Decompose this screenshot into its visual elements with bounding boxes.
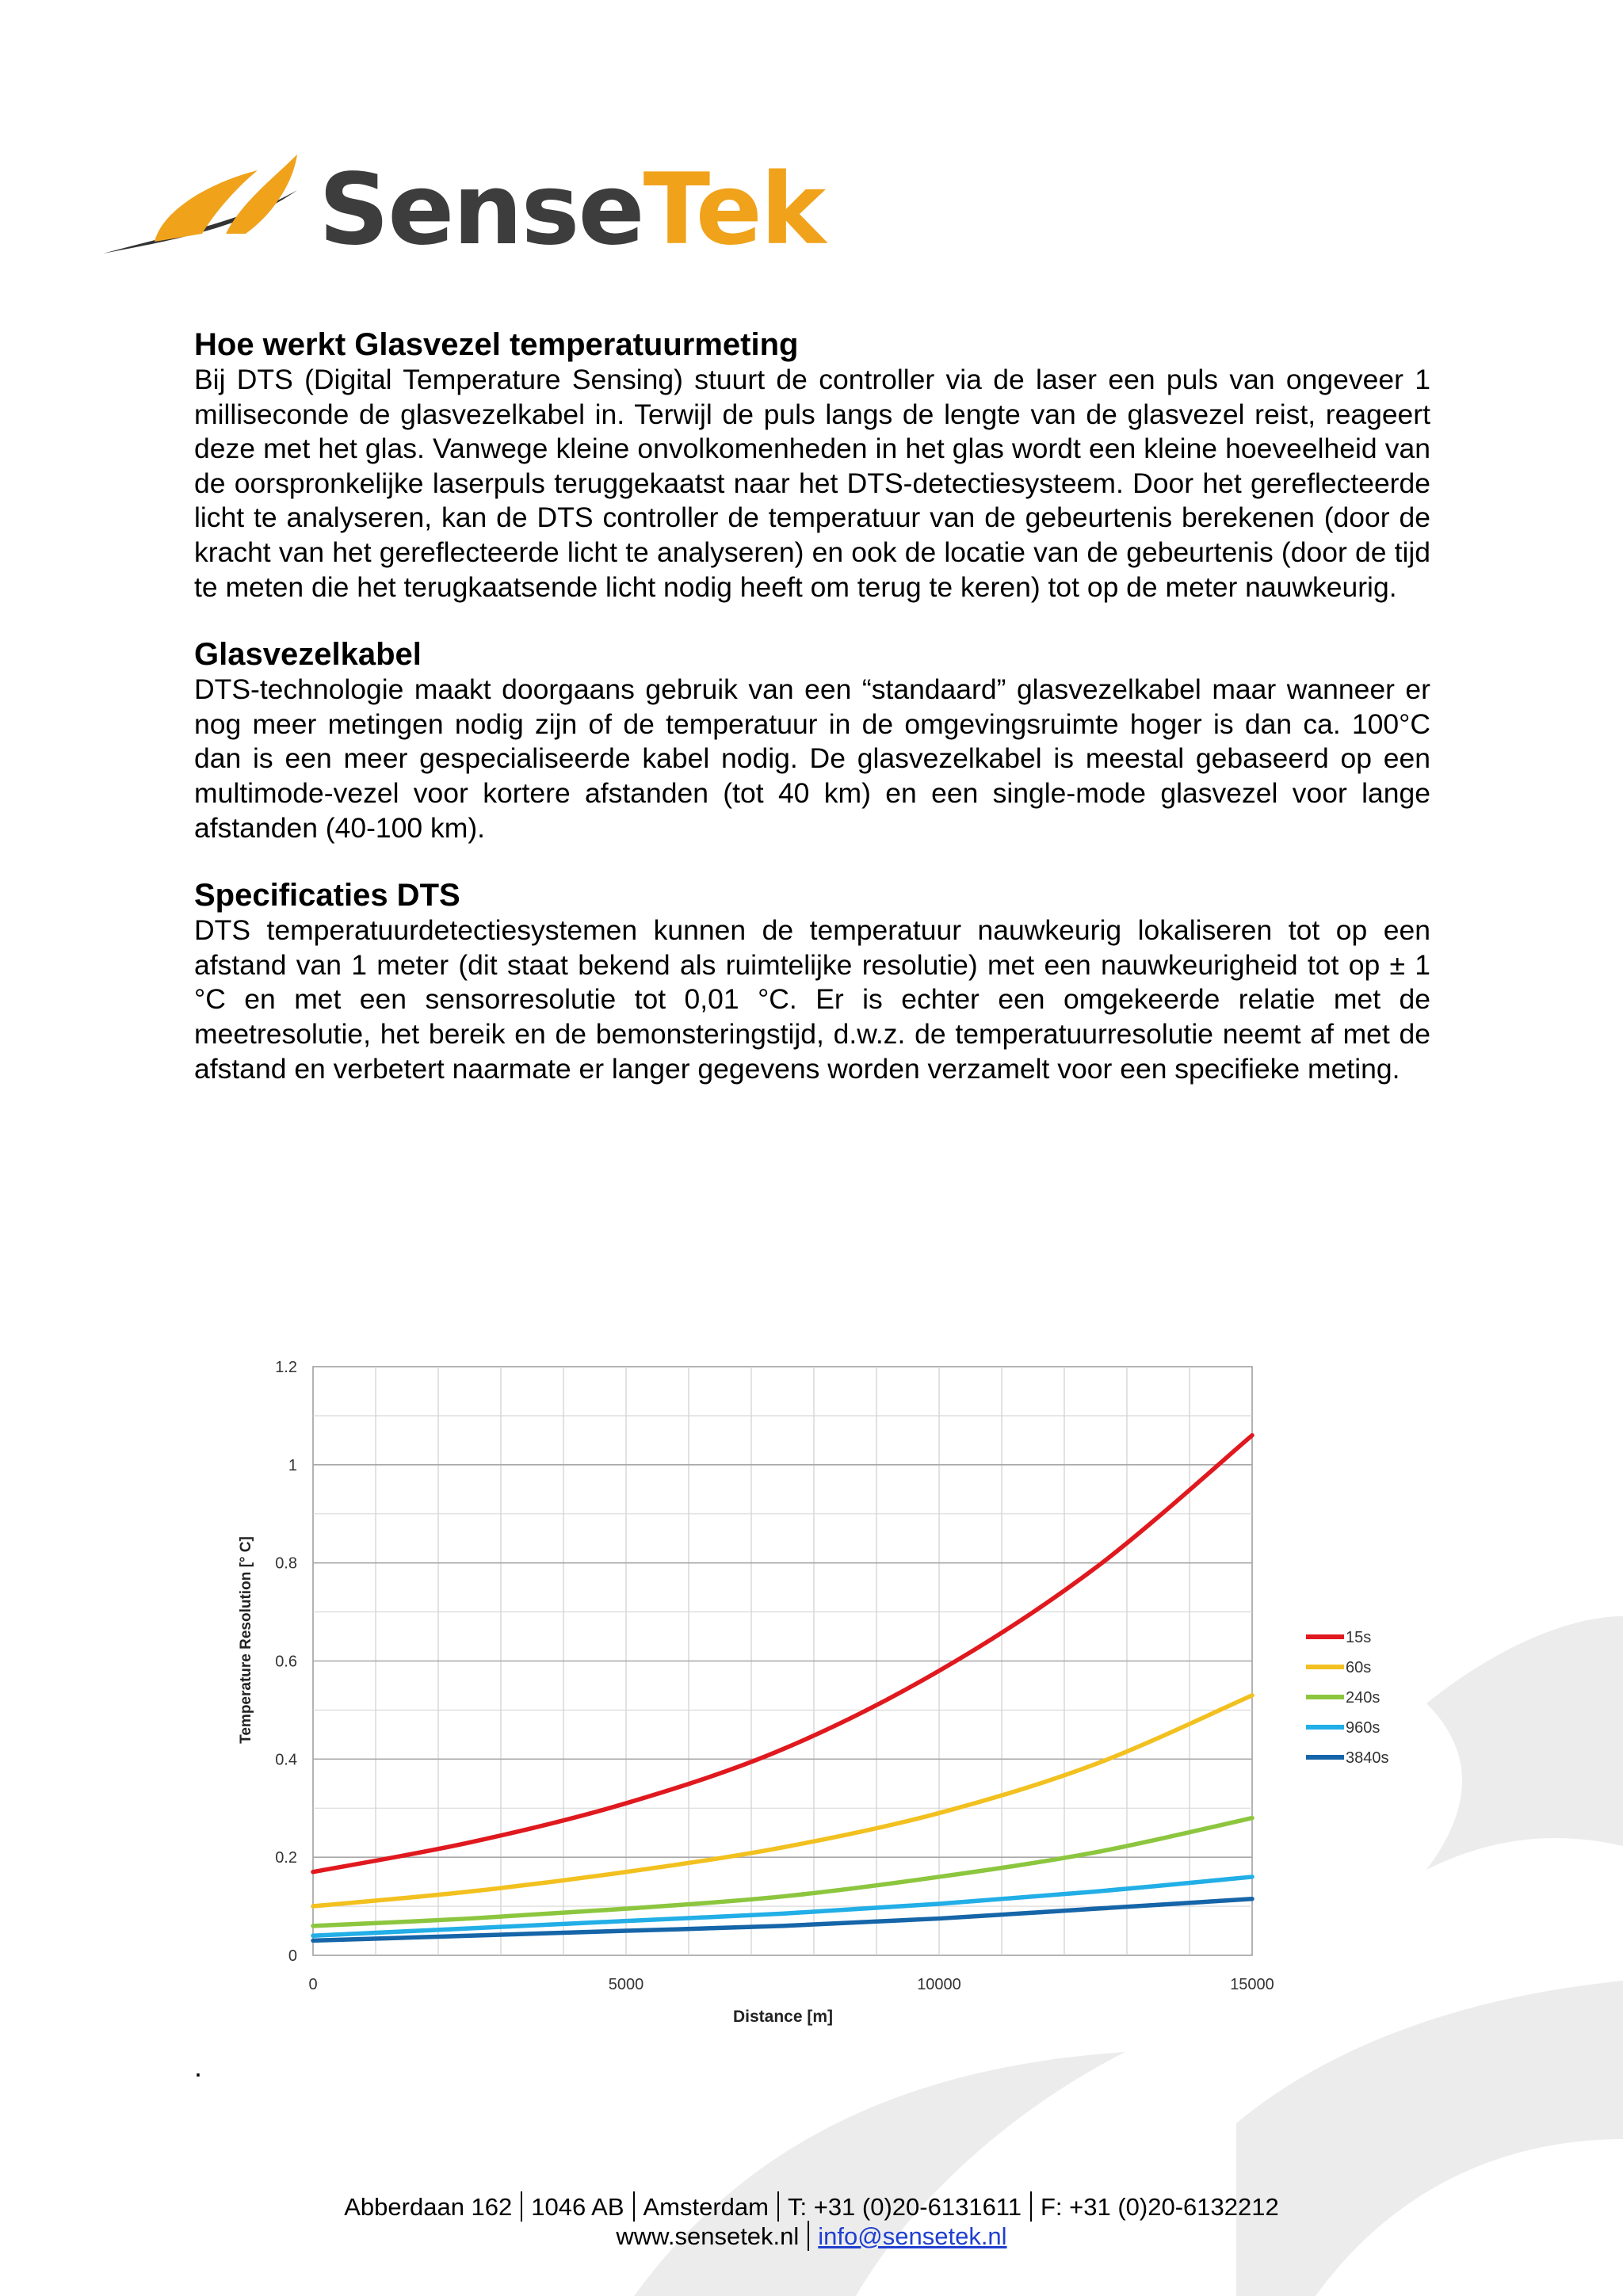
y-tick-label: 0.4	[275, 1751, 297, 1769]
footer-separator	[521, 2191, 522, 2222]
section-heading: Specificaties DTS	[194, 878, 460, 913]
section-paragraph: DTS-technologie maakt doorgaans gebruik van een “standaard” glasvezelkabel maar wanneer er nog meer metingen nodig zijn of de temperatuur in de omgevingsruimte hoger is dan ca. 100°C dan is een meer gespecialiseerde kabel nodig. De glasvezelkabel is meestal gebaseerd op een multimode-vezel voor kortere afstanden (tot 40 km) en een single-mode glasvezel voor lange afstanden (40-100 km).	[194, 673, 1430, 844]
footer-fax: F: +31 (0)20-6132212	[1040, 2193, 1279, 2221]
section-paragraph: Bij DTS (Digital Temperature Sensing) stuurt de controller via de laser een puls van ongeveer 1 milliseconde de glasvezelkabel in. Terwijl de puls langs de lengte van de glasvezel reist, reageert deze met het glas. Vanwege kleine onvolkomenheden in het glas wordt een kleine hoeveelheid van de oorspronkelijke laserpuls teruggekaatst naar het DTS-detectiesysteem. Door het gereflecteerde licht te analyseren, kan de DTS controller de temperatuur van de gebeurtenis berekenen (door de kracht van het gereflecteerde licht te analyseren) en ook de locatie van de gebeurtenis (door de tijd te meten die het terugkaatsende licht nodig heeft om terug te keren) tot op de meter nauwkeurig.	[194, 364, 1430, 603]
section-heading: Glasvezelkabel	[194, 637, 422, 673]
chart-legend	[1306, 1629, 1389, 1767]
y-tick-label: 0	[288, 1947, 297, 1965]
document-body	[194, 326, 1430, 1118]
section-heading: Hoe werkt Glasvezel temperatuurmeting	[194, 327, 799, 362]
x-tick-label: 0	[308, 1976, 318, 1993]
footer-contact-line	[0, 2191, 1623, 2222]
footer-separator	[1030, 2191, 1032, 2222]
x-tick-label: 10000	[917, 1976, 961, 1993]
legend-label-60s: 60s	[1346, 1659, 1372, 1676]
footer-phone: T: +31 (0)20-6131611	[787, 2193, 1022, 2221]
y-axis-label: Temperature Resolution [° C]	[238, 1536, 254, 1744]
footer-postcode: 1046 AB	[531, 2193, 624, 2221]
chart-grid	[313, 1367, 1252, 1955]
x-tick-label: 15000	[1230, 1976, 1274, 1993]
section-how-it-works	[194, 326, 1430, 605]
footer-email-link[interactable]: info@sensetek.nl	[818, 2222, 1007, 2250]
y-tick-label: 0.6	[275, 1653, 297, 1671]
svg-text:SenseTek	[319, 153, 828, 267]
legend-label-960s: 960s	[1346, 1719, 1381, 1737]
footer-address: Abberdaan 162	[344, 2193, 513, 2221]
x-axis-label: Distance [m]	[732, 2008, 834, 2026]
logo-text-tek: Tek	[643, 153, 825, 267]
y-tick-label: 1	[288, 1456, 297, 1474]
section-fiber-cable	[194, 636, 1430, 845]
legend-label-240s: 240s	[1346, 1689, 1381, 1707]
logo-text-sense: Sense	[319, 153, 643, 267]
legend-label-15s: 15s	[1346, 1629, 1372, 1646]
section-specifications	[194, 877, 1430, 1086]
footer-website: www.sensetek.nl	[616, 2222, 800, 2250]
footer-separator	[777, 2191, 779, 2222]
y-tick-label: 0.8	[275, 1554, 297, 1573]
x-tick-label: 5000	[608, 1976, 644, 1993]
legend-label-3840s: 3840s	[1346, 1749, 1389, 1767]
footer-web-line	[0, 2221, 1623, 2251]
footer-separator	[633, 2191, 635, 2222]
watermark-shape-bottom	[634, 2052, 1125, 2296]
temperature-resolution-chart	[230, 1347, 1411, 2044]
sensetek-logo	[99, 147, 825, 267]
trailing-mark: .	[194, 2050, 203, 2083]
y-tick-label: 0.2	[275, 1849, 297, 1867]
section-paragraph: DTS temperatuurdetectiesystemen kunnen de temperatuur nauwkeurig lokaliseren tot op een afstand van 1 meter (dit staat bekend als ruimtelijke resolutie) met een nauwkeurigheid tot op ± 1 °C en met een sensorresolutie tot 0,01 °C. Er is echter een omgekeerde relatie met de meetresolutie, het bereik en de bemonsteringstijd, d.w.z. de temperatuurresolutie neemt af met de afstand en verbetert naarmate er langer gegevens worden verzamelt voor een specifieke meting.	[194, 914, 1430, 1085]
footer-separator	[808, 2221, 809, 2251]
watermark-shape-right	[1426, 1616, 1623, 1870]
y-tick-label: 1.2	[275, 1359, 297, 1376]
logo-swoosh-orange-2	[226, 154, 297, 234]
footer-city: Amsterdam	[643, 2193, 769, 2221]
